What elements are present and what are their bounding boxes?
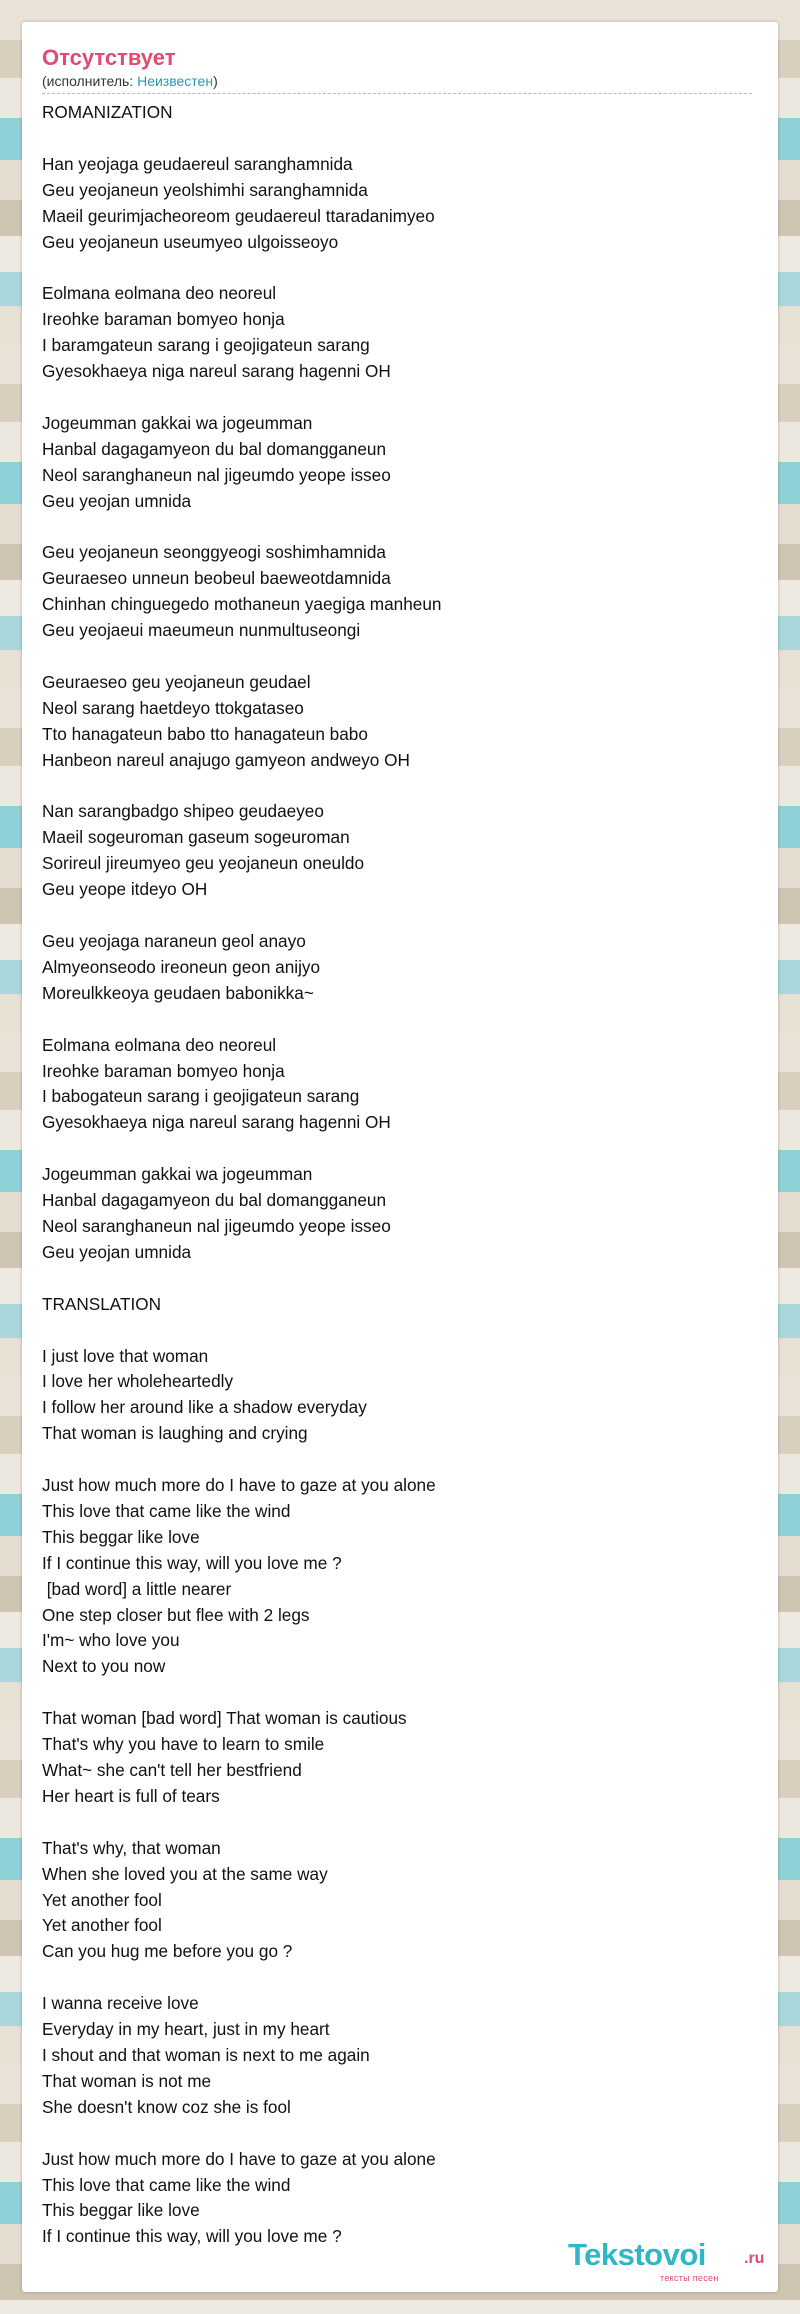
site-logo[interactable] (568, 2238, 768, 2294)
logo-tagline: тексты песен (660, 2273, 719, 2283)
artist-line (42, 72, 758, 92)
artist-prefix: (исполнитель: (42, 73, 138, 89)
artist-suffix: ) (213, 73, 218, 89)
logo-domain: .ru (744, 2250, 765, 2267)
artist-link[interactable]: Неизвестен (137, 73, 214, 89)
title-divider (42, 93, 752, 94)
song-title: Отсутствует (42, 45, 176, 70)
lyrics-text: ROMANIZATION Han yeojaga geudaereul saranghamnida Geu yeojaneun yeolshimhi saranghamnida Maeil geurimjacheoreom geudaereul ttaradanimyeo Geu yeojaneun useumyeo ulgoisseoyo Eolmana eolmana deo neoreul Ireohke baraman bomyeo honja I baramgateun sarang i geojigateun sarang Gyesokhaeya niga nareul sarang hagenni OH Jogeumman gakkai wa jogeumman Hanbal dagagamyeon du bal domangganeun Neol saranghaneun nal jigeumdo yeope isseo Geu yeojan umnida Geu yeojaneun seonggyeogi soshimhamnida Geuraeseo unneun beobeul baeweotdamnida Chinhan chinguegedo mothaneun yaegiga manheun Geu yeojaeui maeumeun nunmultuseongi Geuraeseo geu yeojaneun geudael Neol sarang haetdeyo ttokgataseo Tto hanagateun babo tto hanagateun babo Hanbeon nareul anajugo gamyeon andweyo OH Nan sarangbadgo shipeo geudaeyeo Maeil sogeuroman gaseum sogeuroman Sorireul jireumyeo geu yeojaneun oneuldo Geu yeope itdeyo OH Geu yeojaga naraneun geol anayo Almyeonseodo ireoneun geon anijyo Moreulkkeoya geudaen babonikka~ Eolmana eolmana deo neoreul Ireohke baraman bomyeo honja I babogateun sarang i geojigateun sarang Gyesokhaeya niga nareul sarang hagenni OH Jogeumman gakkai wa jogeumman Hanbal dagagamyeon du bal domangganeun Neol saranghaneun nal jigeumdo yeope isseo Geu yeojan umnida TRANSLATION I just love that woman I love her wholeheartedly I follow her around like a shadow everyday That woman is laughing and crying Just how much more do I have to gaze at you alone This love that came like the wind This beggar like love If I continue this way, will you love me ? [bad word] a little nearer One step closer but flee with 2 legs I'm~ who love you Next to you now That woman [bad word] That woman is cautious That's why you have to learn to smile What~ she can't tell her bestfriend Her heart is full of tears That's why, that woman When she loved you at the same way Yet another fool Yet another fool Can you hug me before you go ? I wanna receive love Everyday in my heart, just in my heart I shout and that woman is next to me again That woman is not me She doesn't know coz she is fool Just how much more do I have to gaze at you alone This love that came like the wind This beggar like love If I continue this way, will you love me ? (42, 102, 442, 2247)
lyrics-card (22, 22, 778, 2292)
logo-wordmark: Tekstovoi (568, 2237, 706, 2272)
